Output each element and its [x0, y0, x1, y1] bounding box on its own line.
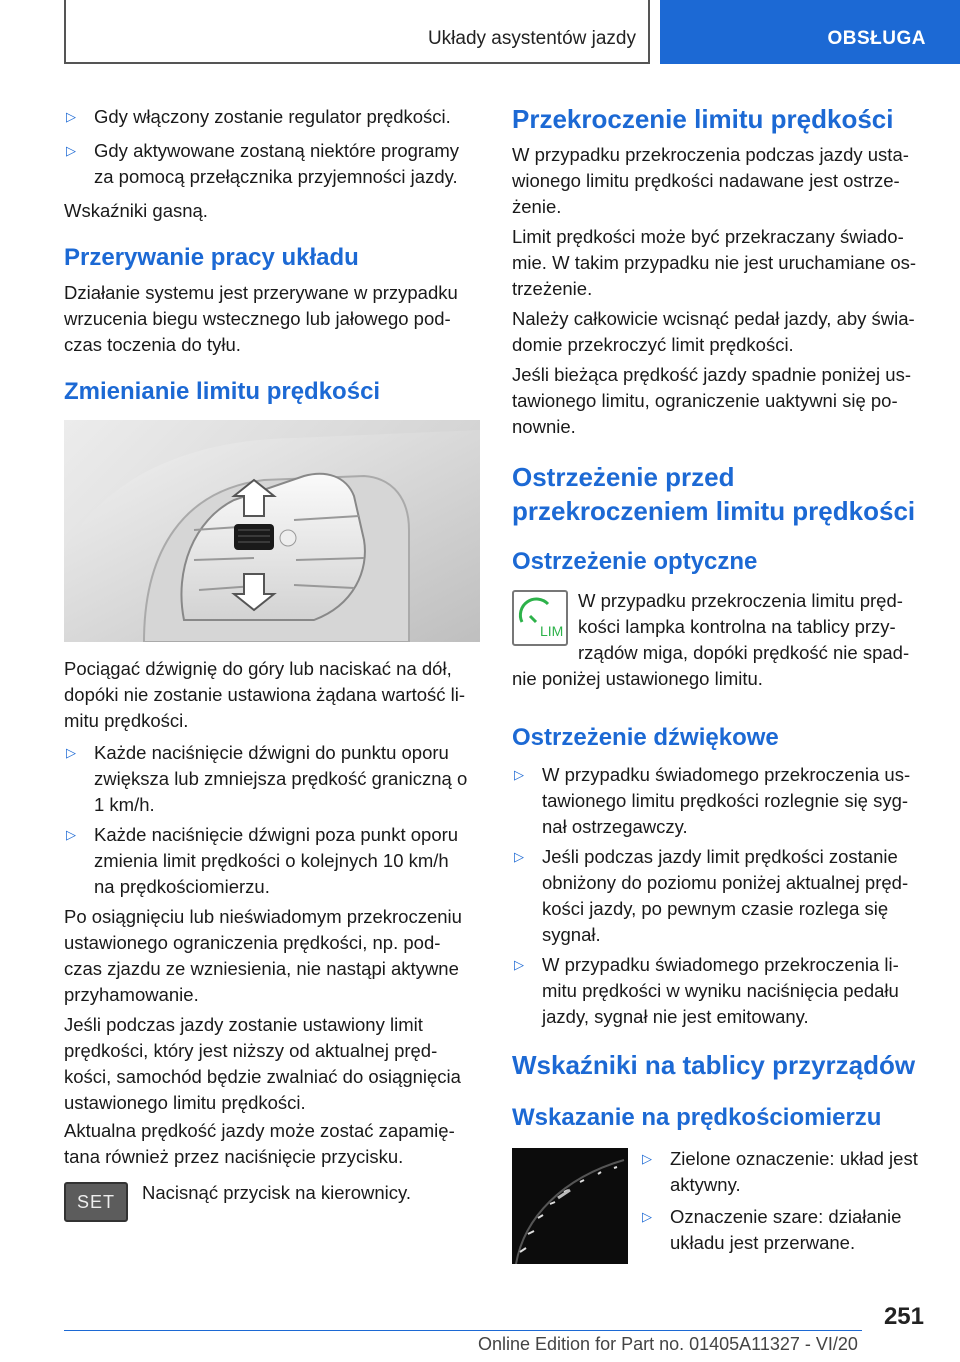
- bullet-triangle-icon: ▷: [66, 827, 76, 842]
- text-line: W przypadku przekroczenia limitu pręd-: [578, 590, 903, 611]
- bullet-text-line: układu jest przerwane.: [670, 1232, 856, 1253]
- lim-icon-graphic: [514, 592, 566, 644]
- bullet-text-line: jazdy, sygnał nie jest emitowany.: [542, 1006, 809, 1027]
- text-line: rządów miga, dopóki prędkość nie spad-: [578, 642, 910, 663]
- list-item: [640, 1204, 932, 1256]
- text-line: mitu prędkości.: [64, 710, 189, 731]
- bullet-triangle-icon: ▷: [514, 957, 524, 972]
- paragraph: [512, 306, 932, 358]
- paragraph: [64, 1012, 478, 1116]
- bullet-text-line: mitu prędkości w wyniku naciśnięcia pedału: [542, 980, 899, 1001]
- paragraph: Wskaźniki gasną.: [64, 200, 208, 221]
- bullet-triangle-icon: ▷: [66, 745, 76, 760]
- bullet-text-line: sygnał.: [542, 924, 601, 945]
- header-section-title: Układy asystentów jazdy: [427, 28, 636, 49]
- text-line: przyhamowanie.: [64, 984, 199, 1005]
- bullet-triangle-icon: ▷: [514, 767, 524, 782]
- bullet-text-line: kości jazdy, po pewnym czasie rozlega się: [542, 898, 889, 919]
- text-line: kości lampka kontrolna na tablicy przy-: [578, 616, 896, 637]
- header-tab-label: OBSŁUGA: [827, 28, 926, 49]
- list-item: [64, 740, 478, 818]
- text-line: Pociągać dźwignię do góry lub naciskać na dół,: [64, 658, 452, 679]
- heading-warning: [512, 460, 932, 528]
- paragraph: Nacisnąć przycisk na kierownicy.: [142, 1182, 412, 1203]
- bullet-triangle-icon: ▷: [642, 1151, 652, 1166]
- bullet-text-line: za pomocą przełącznika przyjemności jazdy.: [94, 166, 458, 187]
- set-button-icon: SET: [64, 1182, 128, 1222]
- text-line: Aktualna prędkość jazdy może zostać zapamię-: [64, 1120, 455, 1141]
- text-line: W przypadku przekroczenia podczas jazdy usta-: [512, 144, 909, 165]
- text-line: Jeśli podczas jazdy zostanie ustawiony limit: [64, 1014, 423, 1035]
- bullet-text-line: Gdy aktywowane zostaną niektóre programy: [94, 140, 460, 161]
- text-line: prędkości, który jest niższy od aktualnej pręd-: [64, 1040, 438, 1061]
- speedometer-image: [512, 1148, 628, 1264]
- bullet-text-line: na prędkościomierzu.: [94, 876, 270, 897]
- heading-line: Ostrzeżenie przed: [512, 462, 735, 492]
- bullet-text-line: Każde naciśnięcie dźwigni poza punkt oporu: [94, 824, 459, 845]
- bullet-triangle-icon: ▷: [66, 143, 76, 158]
- text-line: wionego limitu prędkości nadawane jest ostrze-: [512, 170, 900, 191]
- heading-optical: Ostrzeżenie optyczne: [512, 548, 758, 575]
- bullet-text-line: Jeśli podczas jazdy limit prędkości zostanie: [542, 846, 898, 867]
- text-line: czas zjazdu ze wzniesienia, nie nastąpi aktywne: [64, 958, 459, 979]
- list-item: [64, 822, 478, 900]
- heading-speedometer: Wskazanie na prędkościomierzu: [512, 1104, 882, 1131]
- list-item: [64, 138, 478, 190]
- heading-line: przekroczeniem limitu prędkości: [512, 496, 916, 526]
- text-line: tawionego limitu, ograniczenie uaktywni się po-: [512, 390, 898, 411]
- heading-acoustic: Ostrzeżenie dźwiękowe: [512, 724, 779, 751]
- text-line: kości, samochód będzie zwalniać do osiągnięcia: [64, 1066, 461, 1087]
- header-right-rule: [648, 0, 650, 64]
- speedometer-illustration: [512, 1148, 628, 1264]
- bullet-triangle-icon: ▷: [642, 1209, 652, 1224]
- paragraph: [512, 224, 932, 302]
- bullet-text-line: W przypadku świadomego przekroczenia us-: [542, 764, 911, 785]
- page-number: 251: [883, 1303, 924, 1330]
- text-line: mie. W takim przypadku nie jest uruchamiane os-: [512, 252, 917, 273]
- text-line: dopóki nie zostanie ustawiona żądana wartość li-: [64, 684, 466, 705]
- text-line: Jeśli bieżąca prędkość jazdy spadnie poniżej us-: [512, 364, 911, 385]
- paragraph: [512, 142, 932, 220]
- bullet-text-line: tawionego limitu prędkości rozlegnie się syg-: [542, 790, 909, 811]
- text-line: trzeżenie.: [512, 278, 593, 299]
- text-line: Należy całkowicie wcisnąć pedał jazdy, aby świa-: [512, 308, 915, 329]
- text-line: Działanie systemu jest przerywane w przypadku: [64, 282, 458, 303]
- bullet-triangle-icon: ▷: [514, 849, 524, 864]
- text-line: żenie.: [512, 196, 562, 217]
- paragraph: [64, 904, 478, 1008]
- header-tab-obsluga[interactable]: [660, 0, 960, 64]
- header-rule: [64, 62, 650, 64]
- paragraph: [64, 280, 478, 358]
- bullet-text: Gdy włączony zostanie regulator prędkości.: [94, 106, 451, 127]
- speed-limit-indicator-icon: [512, 590, 568, 646]
- bullet-text-line: obniżony do poziomu poniżej aktualnej pręd-: [542, 872, 909, 893]
- text-line: czas toczenia do tyłu.: [64, 334, 241, 355]
- paragraph: [64, 656, 478, 734]
- list-item: [512, 844, 932, 948]
- bullet-triangle-icon: ▷: [66, 109, 76, 124]
- bullet-text-line: Oznaczenie szare: działanie: [670, 1206, 902, 1227]
- bullet-text-line: W przypadku świadomego przekroczenia li-: [542, 954, 899, 975]
- bullet-text-line: nał ostrzegawczy.: [542, 816, 688, 837]
- paragraph: [512, 362, 932, 440]
- heading-cluster: Wskaźniki na tablicy przyrządów: [512, 1050, 916, 1080]
- bullet-text-line: aktywny.: [670, 1174, 741, 1195]
- bullet-text-line: Każde naciśnięcie dźwigni do punktu oporu: [94, 742, 449, 763]
- text-line: domie przekroczyć limit prędkości.: [512, 334, 794, 355]
- list-item: [512, 952, 932, 1030]
- list-item: [64, 104, 478, 130]
- list-item: [512, 762, 932, 840]
- paragraph: [578, 588, 932, 666]
- heading-interrupt: Przerywanie pracy układu: [64, 244, 359, 271]
- footer-rule: [64, 1330, 862, 1331]
- text-line: wrzucenia biegu wstecznego lub jałowego pod-: [64, 308, 451, 329]
- bullet-text-line: 1 km/h.: [94, 794, 155, 815]
- heading-exceed: Przekroczenie limitu prędkości: [512, 104, 894, 134]
- header-left-rule: [64, 0, 66, 64]
- bullet-text-line: Zielone oznaczenie: układ jest: [670, 1148, 918, 1169]
- text-line: nownie.: [512, 416, 576, 437]
- footer-edition: Online Edition for Part no. 01405A11327 - VI/20: [478, 1334, 858, 1354]
- lim-icon-label: LIM: [540, 623, 564, 639]
- text-line: Limit prędkości może być przekraczany świado-: [512, 226, 904, 247]
- text-line: ustawionego limitu prędkości.: [64, 1092, 306, 1113]
- heading-change-limit: Zmienianie limitu prędkości: [64, 378, 381, 405]
- bullet-text-line: zwiększa lub zmniejsza prędkość graniczną o: [94, 768, 468, 789]
- steering-wheel-lever-illustration: [64, 420, 480, 642]
- paragraph: nie poniżej ustawionego limitu.: [512, 668, 763, 689]
- paragraph: [64, 1118, 478, 1170]
- list-item: [640, 1146, 932, 1198]
- steering-wheel-lever-photo: [64, 420, 480, 642]
- bullet-text-line: zmienia limit prędkości o kolejnych 10 km/h: [94, 850, 449, 871]
- text-line: Po osiągnięciu lub nieświadomym przekroczeniu: [64, 906, 462, 927]
- text-line: ustawionego ograniczenia prędkości, np. pod-: [64, 932, 441, 953]
- text-line: tana również przez naciśnięcie przycisku.: [64, 1146, 404, 1167]
